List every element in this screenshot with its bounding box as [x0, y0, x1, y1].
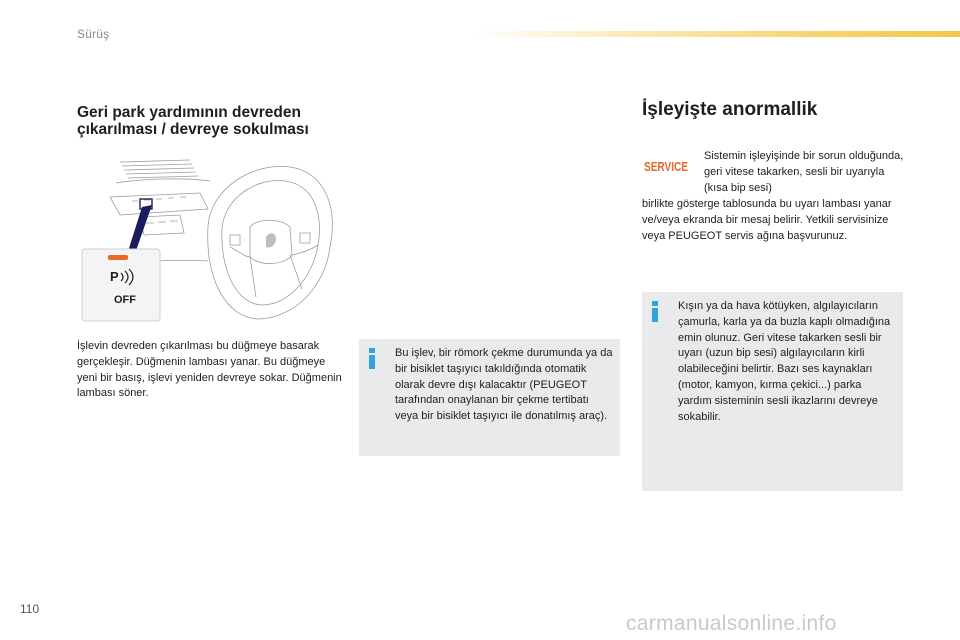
left-paragraph: İşlevin devreden çıkarılması bu düğmeye basarak gerçekleşir. Düğmenin lambası yanar. Bu düğmeye yeni bir basış, işlevi yeniden devreye sokar. Düğmenin lambası söner. [77, 340, 342, 400]
park-assist-off-label: OFF [114, 294, 136, 306]
watermark: carmanualsonline.info [626, 612, 837, 635]
service-icon-label: SERVICE [644, 159, 689, 174]
info-box-trailer [359, 339, 620, 456]
section-label: Sürüş [77, 27, 110, 41]
svg-text:P: P [110, 269, 119, 284]
info-box-text: Kışın ya da hava kötüyken, algılayıcıların çamurla, karla ya da buzla kaplı olmadığına emin olunuz. Geri vitese takarken sesli bir uyarı (uzun bip sesi) algılayıcıların kirli olabileceğini belirtir. Bazı ses kaynakları (motor, kamyon, kırma çekici...) parka yardım sisteminin sesli ikazlarını devreye sokabilir. [678, 300, 891, 423]
button-led-indicator [108, 255, 128, 260]
left-heading: Geri park yardımının devreden çıkarılması / devreye sokulması [77, 104, 309, 138]
service-warning-icon [643, 157, 691, 175]
service-text-continued: birlikte gösterge tablosunda bu uyarı lambası yanar ve/veya ekranda bir mesaj belirir. Yetkili servisinize veya PEUGEOT servis ağına başvurunuz. [642, 198, 892, 242]
info-box-text: Bu işlev, bir römork çekme durumunda ya da bir bisiklet taşıyıcı takıldığında otomatik olarak devre dışı kalacaktır (PEUGEOT tarafından onaylanan bir çekme tertibatı veya bir bisiklet taşıyıcı ile donatılmış araç). [395, 347, 613, 423]
info-icon [652, 301, 658, 322]
header-accent-bar [470, 31, 960, 37]
info-box-sensors [642, 292, 903, 491]
service-text: Sistemin işleyişinde bir sorun olduğunda, geri vitese takarken, sesli bir uyarıyla (kısa bip sesi) [704, 150, 904, 194]
right-heading: İşleyişte anormallik [642, 99, 818, 120]
info-icon [369, 348, 375, 369]
page-number: 110 [20, 602, 40, 616]
